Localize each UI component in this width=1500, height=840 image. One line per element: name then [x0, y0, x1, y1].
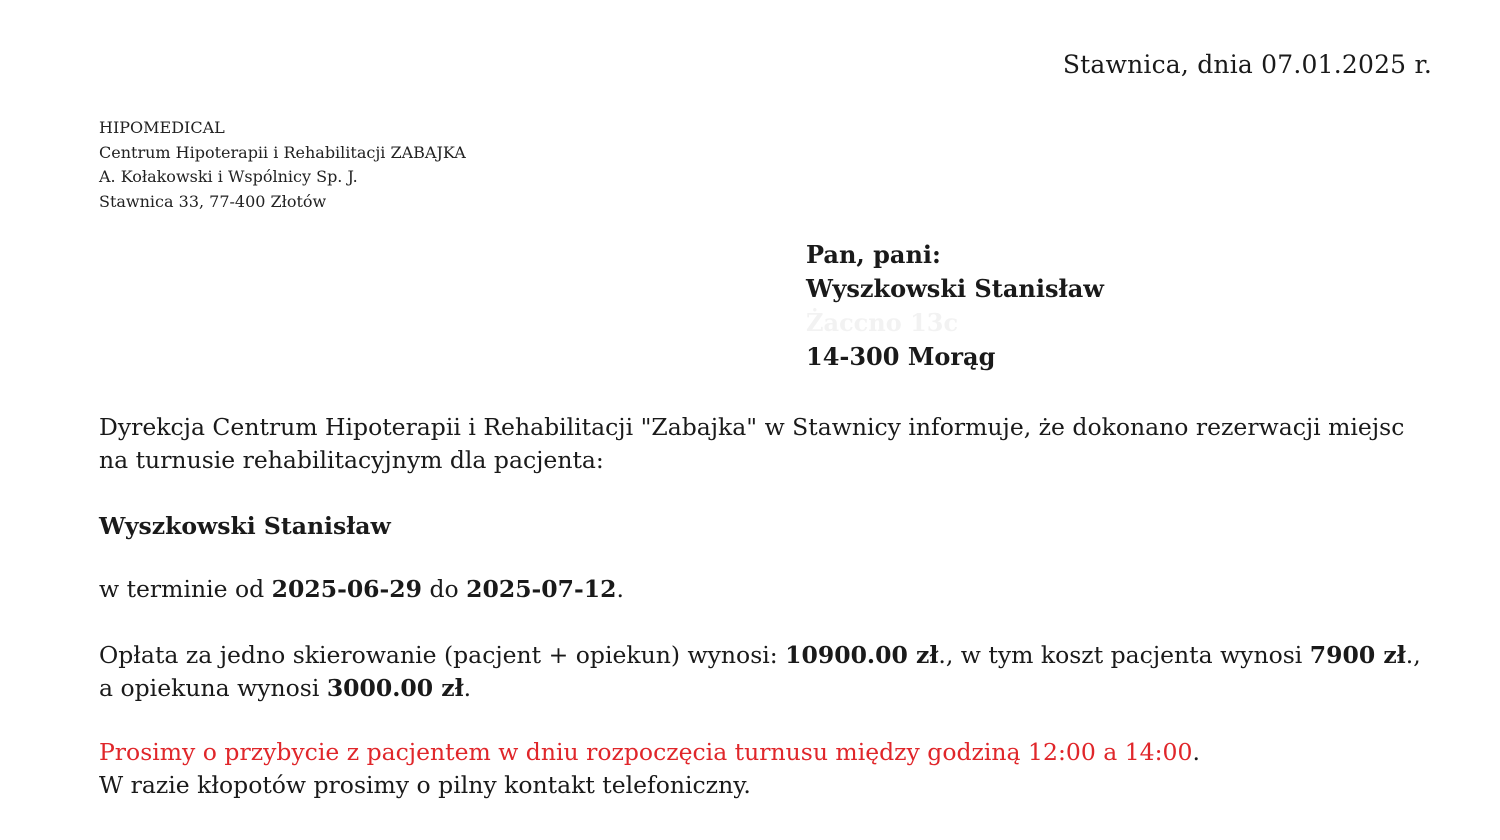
sender-line: Centrum Hipoterapii i Rehabilitacji ZABAJKA	[99, 142, 466, 162]
fee-line	[99, 672, 1439, 705]
patient-name: Wyszkowski Stanisław	[99, 512, 391, 540]
term-middle: do	[422, 575, 467, 603]
fee-end: .,	[1405, 641, 1421, 669]
fee-line2-prefix: a opiekuna wynosi	[99, 674, 327, 702]
fee-mid: ., w tym koszt pacjenta wynosi	[938, 641, 1310, 669]
intro-paragraph	[99, 411, 1439, 477]
fee-prefix: Opłata za jedno skierowanie (pacjent + opiekun) wynosi:	[99, 641, 786, 669]
sender-line: Stawnica 33, 77-400 Złotów	[99, 191, 327, 211]
recipient-name: Wyszkowski Stanisław	[806, 274, 1104, 303]
notice-red-text: Prosimy o przybycie z pacjentem w dniu rozpoczęcia turnusu między godziną 12:00 a 14:00	[99, 738, 1193, 766]
recipient-street: Żaccno 13c	[806, 308, 959, 337]
fee-caregiver-cost: 3000.00 zł	[326, 674, 464, 702]
date-line: Stawnica, dnia 07.01.2025 r.	[1062, 50, 1432, 79]
term-start-date: 2025-06-29	[271, 575, 422, 603]
term-prefix: w terminie od	[99, 575, 272, 603]
term-suffix: .	[616, 575, 624, 603]
term-end-date: 2025-07-12	[466, 575, 617, 603]
fee-end: .	[463, 674, 472, 702]
notice-red-suffix: .	[1192, 738, 1200, 766]
recipient-city: 14-300 Morąg	[806, 342, 996, 371]
notice-line	[99, 736, 1439, 769]
recipient-salutation: Pan, pani:	[806, 240, 941, 269]
intro-line: na turnusie rehabilitacyjnym dla pacjenta:	[99, 446, 604, 474]
intro-line: Dyrekcja Centrum Hipoterapii i Rehabilitacji "Zabajka" w Stawnicy informuje, że dokonano rezerwacji miejsc	[99, 413, 1405, 441]
contact-line: W razie kłopotów prosimy o pilny kontakt telefoniczny.	[99, 771, 751, 799]
sender-block	[99, 116, 466, 214]
fee-paragraph	[99, 639, 1439, 705]
fee-patient-cost: 7900 zł	[1309, 641, 1406, 669]
recipient-block	[806, 238, 1104, 374]
notice-paragraph	[99, 736, 1439, 802]
fee-line	[99, 639, 1439, 672]
sender-line: A. Kołakowski i Wspólnicy Sp. J.	[99, 167, 358, 186]
fee-total: 10900.00 zł	[785, 641, 939, 669]
term-paragraph	[99, 573, 1439, 606]
sender-line: HIPOMEDICAL	[99, 118, 225, 137]
